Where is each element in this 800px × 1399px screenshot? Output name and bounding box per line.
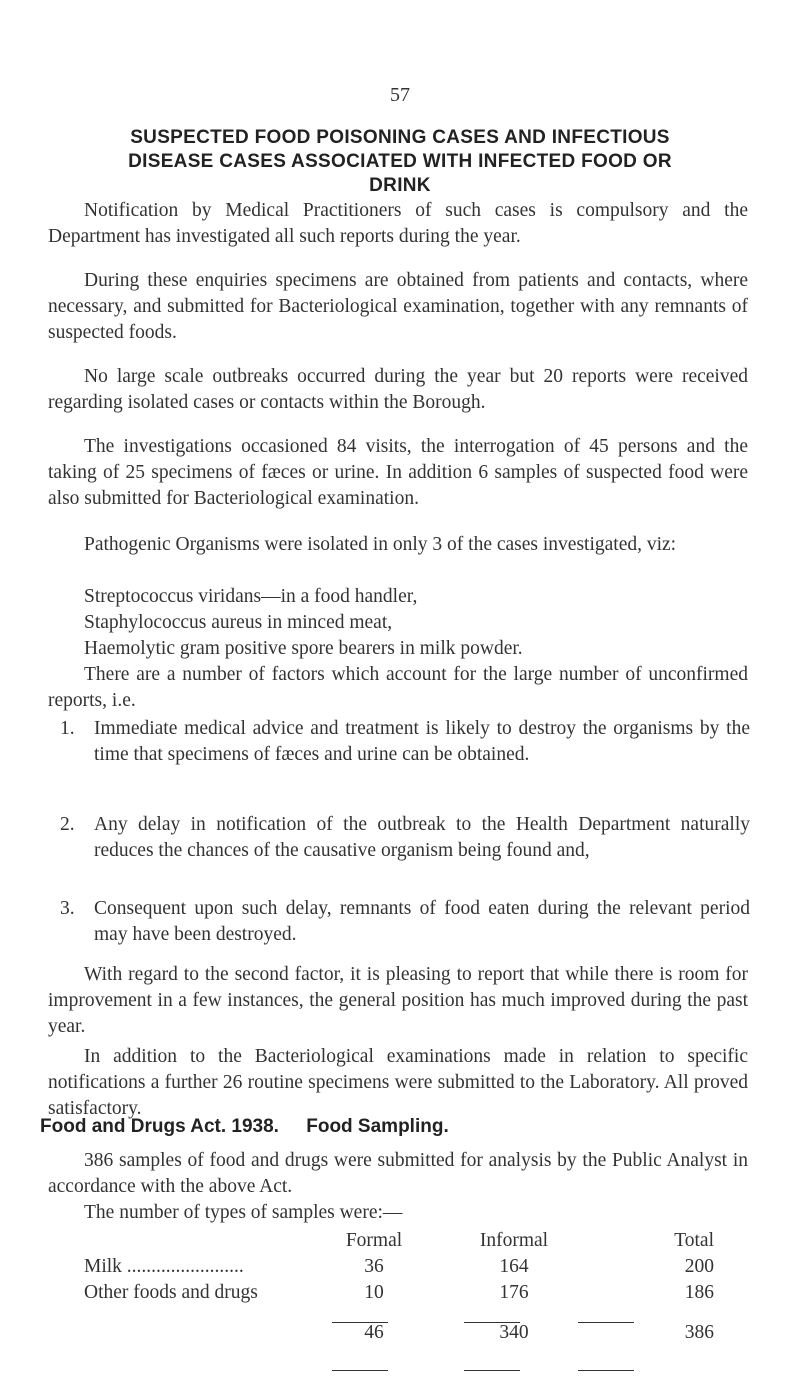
paragraph-factors-intro: There are a number of factors which account for the large number of unconfirmed reports, i.e.	[48, 664, 748, 711]
row-label: Other foods and drugs	[84, 1282, 258, 1303]
page-number: 57	[390, 84, 410, 106]
subheading-sampling: Food Sampling.	[306, 1116, 449, 1137]
cell-formal: 10	[364, 1282, 384, 1303]
factor-text: Any delay in notification of the outbreak to the Health Department naturally reduces the chances of the causative organism being found and,	[94, 814, 750, 861]
cell-informal: 176	[499, 1282, 529, 1303]
paragraph-pathogenic: Pathogenic Organisms were isolated in only 3 of the cases investigated, viz:	[84, 534, 677, 555]
paragraph-types: The number of types of samples were:—	[84, 1202, 403, 1223]
paragraph-samples: 386 samples of food and drugs were submitted for analysis by the Public Analyst in accordance with the above Act.	[48, 1150, 748, 1197]
table-totals-row	[84, 1320, 714, 1346]
organism-item: Staphylococcus aureus in minced meat,	[84, 612, 393, 633]
factor-text: Immediate medical advice and treatment is likely to destroy the organisms by the time that specimens of fæces and urine can be obtained.	[94, 718, 750, 765]
header-total: Total	[674, 1230, 714, 1251]
paragraph-second-factor: With regard to the second factor, it is pleasing to report that while there is room for improvement in a few instances, the general position has much improved during the past year.	[48, 964, 748, 1037]
samples-table	[84, 1228, 714, 1346]
table-row	[84, 1254, 714, 1280]
divider-rule	[578, 1322, 634, 1323]
heading-line-2: DISEASE CASES ASSOCIATED WITH INFECTED FOOD OR	[128, 151, 672, 172]
total-total: 386	[684, 1322, 714, 1343]
cell-formal: 36	[364, 1256, 384, 1277]
paragraph-outbreaks: No large scale outbreaks occurred during the year but 20 reports were received regarding isolated cases or contacts within the Borough.	[48, 366, 748, 413]
row-label: Milk ........................	[84, 1256, 244, 1277]
table-row	[84, 1280, 714, 1306]
organism-item: Haemolytic gram positive spore bearers in milk powder.	[84, 638, 523, 659]
total-formal: 46	[364, 1322, 384, 1343]
table-header-row	[84, 1228, 714, 1254]
paragraph-enquiries: During these enquiries specimens are obtained from patients and contacts, where necessary, and submitted for Bacteriological examination, together with any remnants of suspected foods.	[48, 270, 748, 343]
organism-item: Streptococcus viridans—in a food handler,	[84, 586, 418, 607]
section-heading	[40, 126, 760, 198]
factor-number: 2.	[60, 814, 75, 835]
heading-line-3: DRINK	[369, 175, 431, 196]
paragraph-routine-specimens: In addition to the Bacteriological examinations made in relation to specific notifications a further 26 routine specimens were submitted to the Laboratory. All proved satisfactory.	[48, 1046, 748, 1119]
divider-rule	[332, 1322, 388, 1323]
header-informal: Informal	[479, 1230, 549, 1251]
paragraph-investigations: The investigations occasioned 84 visits, the interrogation of 45 persons and the taking of 25 specimens of fæces or urine. In addition 6 samples of suspected food were also submitted for Bacteriological examination.	[48, 436, 748, 509]
factor-number: 3.	[60, 898, 75, 919]
cell-total: 200	[684, 1256, 714, 1277]
divider-rule	[464, 1370, 520, 1371]
paragraph-notification: Notification by Medical Practitioners of such cases is compulsory and the Department has investigated all such reports during the year.	[48, 200, 748, 247]
header-formal: Formal	[345, 1230, 403, 1251]
factor-item	[60, 896, 750, 948]
divider-rule	[578, 1370, 634, 1371]
cell-total: 186	[684, 1282, 714, 1303]
factor-number: 1.	[60, 718, 75, 739]
cell-informal: 164	[499, 1256, 529, 1277]
food-sampling-subheading	[40, 1116, 471, 1138]
factor-item	[60, 716, 750, 768]
total-informal: 340	[499, 1322, 529, 1343]
subheading-act: Food and Drugs Act. 1938.	[40, 1116, 279, 1137]
divider-rule	[332, 1370, 388, 1371]
factor-item	[60, 812, 750, 864]
factor-text: Consequent upon such delay, remnants of food eaten during the relevant period may have been destroyed.	[94, 898, 750, 945]
divider-rule	[464, 1322, 520, 1323]
heading-line-1: SUSPECTED FOOD POISONING CASES AND INFECTIOUS	[130, 127, 670, 148]
